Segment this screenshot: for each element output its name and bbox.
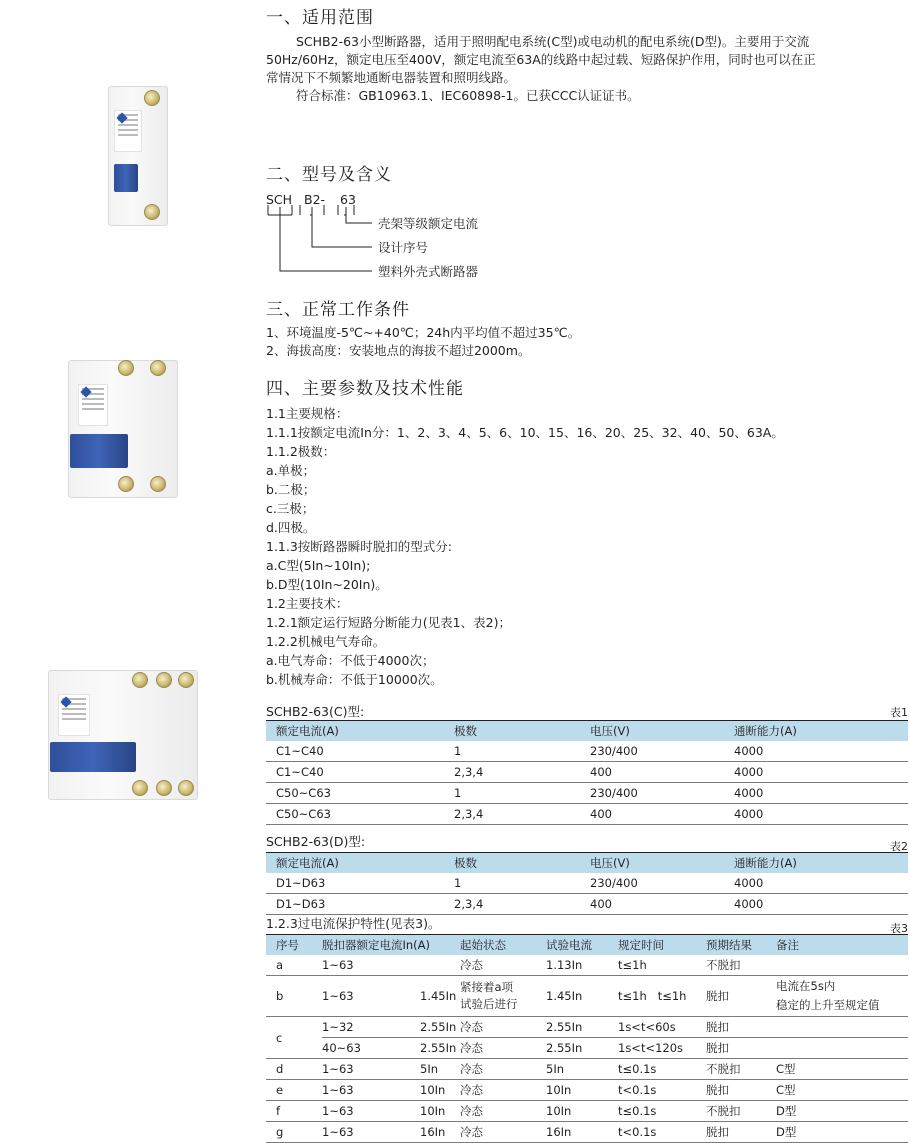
table-row — [266, 804, 908, 825]
cell: 1~63 — [322, 976, 420, 1017]
cell: 1 — [454, 783, 590, 804]
cell: 1s<t<120s — [618, 1038, 706, 1059]
cell: 1~63 — [322, 955, 420, 976]
cell: 1.13In — [546, 955, 618, 976]
cell: 不脱扣 — [706, 1101, 776, 1122]
cell-part: t≤1h — [618, 989, 647, 1003]
spec-line: b.二极； — [266, 482, 316, 497]
standards-line: 符合标准：GB10963.1、IEC60898-1。已获CCC认证证书。 — [296, 88, 640, 103]
th: 备注 — [776, 935, 908, 956]
cell: 不脱扣 — [706, 1059, 776, 1080]
spec-line: 1.1主要规格： — [266, 406, 349, 421]
table-row — [266, 1038, 908, 1059]
model-part-63: 63 — [340, 192, 356, 207]
cell: 冷态 — [460, 1122, 546, 1143]
cell — [420, 955, 460, 976]
table-row — [266, 741, 908, 762]
cell: 4000 — [734, 783, 908, 804]
th: 规定时间 — [618, 935, 706, 956]
spec-line: a.单极； — [266, 463, 316, 478]
cell: 2.55In — [546, 1017, 618, 1038]
cell — [460, 976, 546, 1017]
cell — [776, 955, 908, 976]
cell: C1~C40 — [266, 741, 454, 762]
cell — [776, 976, 908, 1017]
th: 通断能力(A) — [734, 853, 908, 874]
spec-line: 1.1.2极数： — [266, 444, 336, 459]
cell: 10In — [546, 1101, 618, 1122]
cell — [776, 1017, 908, 1038]
cell: D1~D63 — [266, 894, 454, 915]
table-row — [266, 1101, 908, 1122]
spec-line: a.电气寿命：不低于4000次； — [266, 653, 435, 668]
cell: 脱扣 — [706, 1080, 776, 1101]
table-row — [266, 955, 908, 976]
cell: 4000 — [734, 894, 908, 915]
section-3-title: 三、正常工作条件 — [266, 300, 410, 320]
th: 脱扣器额定电流In(A) — [322, 935, 460, 956]
cell: 脱扣 — [706, 976, 776, 1017]
th: 极数 — [454, 721, 590, 742]
cell: 40~63 — [322, 1038, 420, 1059]
cell: 不脱扣 — [706, 955, 776, 976]
cell: 1~63 — [322, 1122, 420, 1143]
table-row — [266, 1059, 908, 1080]
breaker-3p-photo — [48, 664, 198, 804]
condition-temp: 1、环境温度-5℃~+40℃；24h内平均值不超过35℃。 — [266, 325, 581, 340]
cell: 1 — [454, 873, 590, 894]
section-4-title: 四、主要参数及技术性能 — [266, 379, 464, 399]
cell: 1 — [454, 741, 590, 762]
table-2-caption: SCHB2-63(D)型: — [266, 834, 366, 849]
cell: t<0.1s — [618, 1122, 706, 1143]
table-row — [266, 873, 908, 894]
spec-line: 1.2.2机械电气寿命。 — [266, 634, 386, 649]
cell: 1.45In — [546, 976, 618, 1017]
cell: 冷态 — [460, 1080, 546, 1101]
cell: 2.55In — [546, 1038, 618, 1059]
table-3 — [266, 934, 908, 1143]
cell: 2,3,4 — [454, 894, 590, 915]
breaker-2p-photo — [68, 352, 178, 502]
cell: C型 — [776, 1080, 908, 1101]
cell-line: 试验后进行 — [460, 997, 518, 1011]
spec-list — [266, 404, 784, 689]
cell: 1s<t<60s — [618, 1017, 706, 1038]
table-row — [266, 976, 908, 1017]
table-3-tag: 表3 — [890, 922, 908, 935]
th: 电压(V) — [590, 721, 734, 742]
model-part-sch: SCH — [266, 192, 293, 207]
table-row — [266, 894, 908, 915]
table-row — [266, 1080, 908, 1101]
th: 起始状态 — [460, 935, 546, 956]
cell: 16In — [546, 1122, 618, 1143]
cell: C型 — [776, 1059, 908, 1080]
cell: e — [266, 1080, 322, 1101]
spec-line: c.三极； — [266, 501, 315, 516]
cell: D1~D63 — [266, 873, 454, 894]
model-desc-rating: 壳架等级额定电流 — [378, 216, 479, 231]
section-1-title: 一、适用范围 — [266, 8, 374, 28]
cell: 4000 — [734, 804, 908, 825]
cell: C1~C40 — [266, 762, 454, 783]
cell-line: 电流在5s内 — [776, 979, 836, 993]
cell: C50~C63 — [266, 783, 454, 804]
cell: 脱扣 — [706, 1017, 776, 1038]
cell: 冷态 — [460, 1017, 546, 1038]
spec-line: b.机械寿命：不低于10000次。 — [266, 672, 443, 687]
spec-line: 1.2主要技术： — [266, 596, 349, 611]
model-part-b2: B2- — [304, 192, 326, 207]
cell: 400 — [590, 762, 734, 783]
cell: a — [266, 955, 322, 976]
table-2 — [266, 852, 908, 915]
cell — [776, 1038, 908, 1059]
cell-part: t≤1h — [657, 989, 687, 1003]
cell: 2,3,4 — [454, 804, 590, 825]
cell: 1.45In — [420, 976, 460, 1017]
cell: 230/400 — [590, 783, 734, 804]
spec-line: 1.1.1按额定电流In分：1、2、3、4、5、6、10、15、16、20、25、32、40、50、63A。 — [266, 425, 784, 440]
table-row — [266, 762, 908, 783]
cell: C50~C63 — [266, 804, 454, 825]
th: 通断能力(A) — [734, 721, 908, 742]
cell: b — [266, 976, 322, 1017]
cell: 2.55In — [420, 1017, 460, 1038]
th: 额定电流(A) — [266, 721, 454, 742]
cell: 400 — [590, 804, 734, 825]
cell: c — [266, 1017, 322, 1059]
cell: 冷态 — [460, 1059, 546, 1080]
breaker-1p-photo — [108, 80, 168, 230]
cell — [618, 976, 706, 1017]
th: 极数 — [454, 853, 590, 874]
th: 试验电流 — [546, 935, 618, 956]
th: 序号 — [266, 935, 322, 956]
condition-altitude: 2、海拔高度：安装地点的海拔不超过2000m。 — [266, 343, 531, 358]
cell: 2.55In — [420, 1038, 460, 1059]
th: 电压(V) — [590, 853, 734, 874]
table-row — [266, 1122, 908, 1143]
th: 预期结果 — [706, 935, 776, 956]
cell: 冷态 — [460, 1101, 546, 1122]
model-desc-design: 设计序号 — [378, 240, 429, 255]
cell: 400 — [590, 894, 734, 915]
cell: 4000 — [734, 762, 908, 783]
model-desc-type: 塑料外壳式断路器 — [378, 264, 479, 279]
spec-line: 1.1.3按断路器瞬时脱扣的型式分: — [266, 539, 453, 554]
cell: 5In — [420, 1059, 460, 1080]
cell: t<0.1s — [618, 1080, 706, 1101]
table-2-tag: 表2 — [890, 840, 908, 853]
cell: 230/400 — [590, 873, 734, 894]
model-bracket-lines — [266, 205, 386, 275]
table-3-caption: 1.2.3过电流保护特性(见表3)。 — [266, 916, 441, 931]
cell: 16In — [420, 1122, 460, 1143]
cell: t≤0.1s — [618, 1101, 706, 1122]
cell: t≤1h — [618, 955, 706, 976]
spec-line: d.四极。 — [266, 520, 316, 535]
cell: 1~63 — [322, 1080, 420, 1101]
cell: D型 — [776, 1101, 908, 1122]
table-row — [266, 783, 908, 804]
cell: 5In — [546, 1059, 618, 1080]
cell: 冷态 — [460, 955, 546, 976]
cell: 脱扣 — [706, 1038, 776, 1059]
cell: 10In — [420, 1080, 460, 1101]
cell: 1~63 — [322, 1059, 420, 1080]
para-line: 50Hz/60Hz，额定电压至400V，额定电流至63A的线路中起过载、短路保护作用，同时也可以在正 — [266, 52, 816, 67]
cell: 2,3,4 — [454, 762, 590, 783]
cell: 1~32 — [322, 1017, 420, 1038]
section-2-title: 二、型号及含义 — [266, 165, 392, 185]
cell: 脱扣 — [706, 1122, 776, 1143]
spec-line: 1.2.1额定运行短路分断能力(见表1、表2)； — [266, 615, 511, 630]
cell-line: 稳定的上升至规定值 — [776, 998, 880, 1012]
table-1-caption: SCHB2-63(C)型: — [266, 704, 365, 719]
section-1-body — [266, 33, 908, 105]
para-line: SCHB2-63小型断路器，适用于照明配电系统(C型)或电动机的配电系统(D型)。主要用于交流 — [296, 34, 810, 49]
th: 额定电流(A) — [266, 853, 454, 874]
cell: 4000 — [734, 741, 908, 762]
table-row — [266, 1017, 908, 1038]
cell: 1~63 — [322, 1101, 420, 1122]
table-1-tag: 表1 — [890, 706, 908, 719]
cell: g — [266, 1122, 322, 1143]
cell: 10In — [546, 1080, 618, 1101]
cell: 10In — [420, 1101, 460, 1122]
cell: f — [266, 1101, 322, 1122]
cell: d — [266, 1059, 322, 1080]
cell: 230/400 — [590, 741, 734, 762]
cell-line: 紧接着a项 — [460, 980, 514, 994]
table-1 — [266, 720, 908, 825]
para-line: 常情况下不频繁地通断电器装置和照明线路。 — [266, 70, 517, 85]
spec-line: b.D型(10In~20In)。 — [266, 577, 388, 592]
spec-line: a.C型(5In~10In); — [266, 558, 371, 573]
cell: 4000 — [734, 873, 908, 894]
cell: t≤0.1s — [618, 1059, 706, 1080]
cell: D型 — [776, 1122, 908, 1143]
cell: 冷态 — [460, 1038, 546, 1059]
